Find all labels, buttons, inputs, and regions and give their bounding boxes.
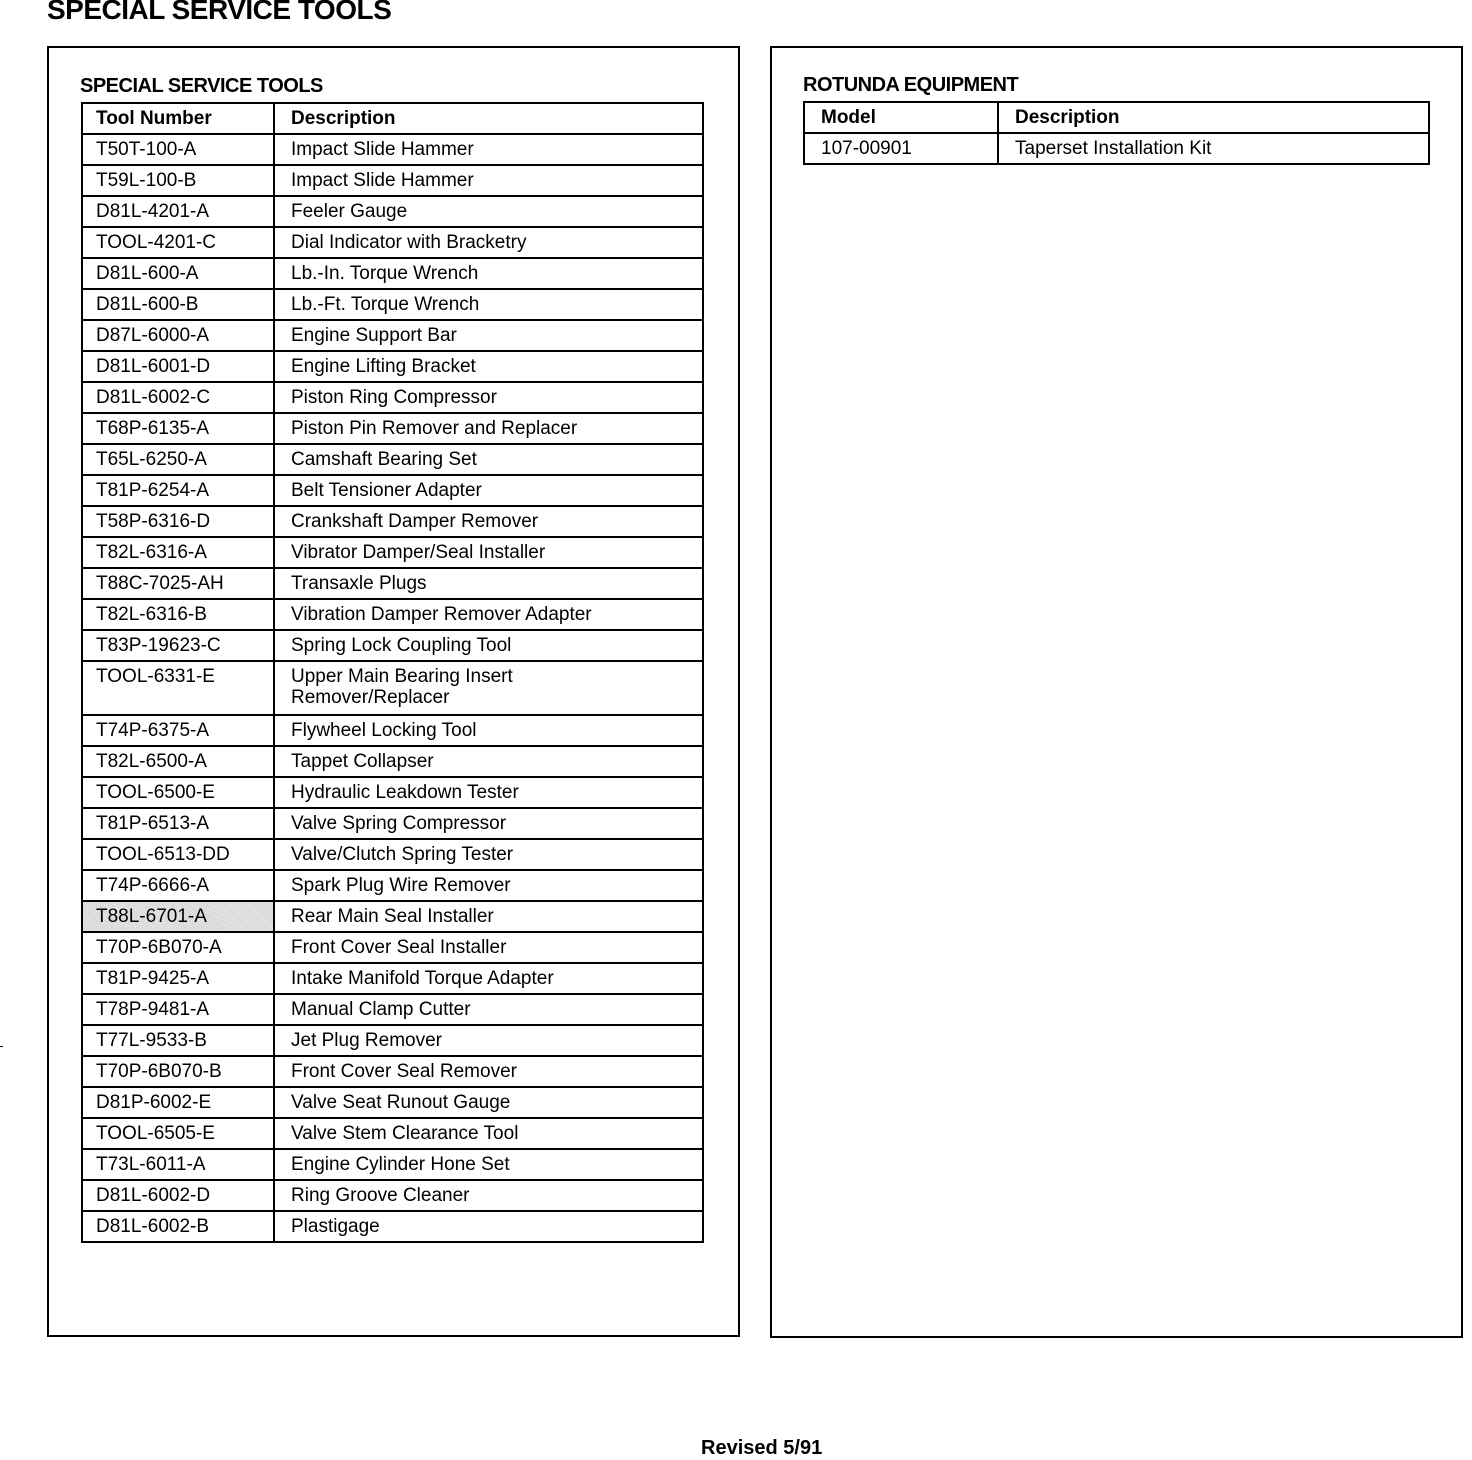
- tool-description: Jet Plug Remover: [291, 1030, 443, 1051]
- tool-number-cell: [82, 932, 274, 963]
- table-row: [82, 1087, 703, 1118]
- tool-number-cell: [82, 1087, 274, 1118]
- column-header-description: Description: [274, 103, 703, 134]
- tool-number-cell: [82, 382, 274, 413]
- tool-description-cell: [274, 599, 703, 630]
- tool-description-cell: [274, 413, 703, 444]
- tool-description-cell: [274, 1087, 703, 1118]
- tool-number-cell: [82, 506, 274, 537]
- tool-description: Ring Groove Cleaner: [291, 1185, 470, 1206]
- model-cell: 107-00901: [804, 133, 998, 164]
- tool-number-cell: [82, 351, 274, 382]
- table-row: [82, 901, 703, 932]
- tool-number-cell: [82, 746, 274, 777]
- tool-number-cell: [82, 808, 274, 839]
- tool-description: Spark Plug Wire Remover: [291, 875, 511, 896]
- special-tools-heading: SPECIAL SERVICE TOOLS: [80, 75, 323, 97]
- tool-description: Vibrator Damper/Seal Installer: [291, 542, 546, 563]
- tool-number-cell: [82, 1211, 274, 1242]
- table-header-row: [82, 103, 703, 134]
- tool-number: T82L-6316-A: [96, 542, 207, 563]
- tool-description-cell: [274, 932, 703, 963]
- tool-description: Hydraulic Leakdown Tester: [291, 782, 519, 803]
- tool-number: TOOL-6505-E: [96, 1123, 215, 1144]
- tool-description: Engine Cylinder Hone Set: [291, 1154, 510, 1175]
- tool-number: D81L-6002-D: [96, 1185, 211, 1206]
- tool-description: Piston Ring Compressor: [291, 387, 497, 408]
- tool-description: Intake Manifold Torque Adapter: [291, 968, 554, 989]
- tool-description-cell: [274, 994, 703, 1025]
- table-row: [82, 165, 703, 196]
- table-row: [82, 568, 703, 599]
- tool-number: D81L-6001-D: [96, 356, 211, 377]
- rotunda-table: [803, 101, 1430, 165]
- tool-number: T73L-6011-A: [96, 1154, 206, 1175]
- tool-description: Front Cover Seal Installer: [291, 937, 507, 958]
- tool-description-line-2: Remover/Replacer: [291, 687, 450, 708]
- tool-number: D81P-6002-E: [96, 1092, 212, 1113]
- tool-description-cell: [274, 963, 703, 994]
- tool-number-cell: [82, 994, 274, 1025]
- table-row: [82, 506, 703, 537]
- tool-number: D81L-600-B: [96, 294, 199, 315]
- tool-number-cell: [82, 165, 274, 196]
- tool-number: T77L-9533-B: [96, 1030, 207, 1051]
- tool-description: Feeler Gauge: [291, 201, 408, 222]
- table-header-row: [804, 102, 1429, 133]
- tool-number: T83P-19623-C: [96, 635, 221, 656]
- tool-description: Tappet Collapser: [291, 751, 434, 772]
- rotunda-panel: [770, 46, 1463, 1338]
- tool-number-cell: [82, 413, 274, 444]
- tool-number: T74P-6375-A: [96, 720, 210, 741]
- tool-number-cell: [82, 227, 274, 258]
- special-tools-body: [82, 134, 703, 1242]
- tool-description-cell: [274, 258, 703, 289]
- tool-description: Belt Tensioner Adapter: [291, 480, 482, 501]
- tool-number: T88L-6701-A: [96, 906, 207, 927]
- tool-number-cell: [82, 320, 274, 351]
- tool-description-cell: [274, 320, 703, 351]
- tool-description: Vibration Damper Remover Adapter: [291, 604, 592, 625]
- tool-description-cell: [274, 537, 703, 568]
- table-row: [82, 196, 703, 227]
- tool-description-cell: [274, 196, 703, 227]
- tool-description: Spring Lock Coupling Tool: [291, 635, 512, 656]
- tool-number: D87L-6000-A: [96, 325, 210, 346]
- tool-number: T81P-6513-A: [96, 813, 210, 834]
- tool-description-cell: [274, 1118, 703, 1149]
- table-row: [82, 1211, 703, 1242]
- tool-description: Valve Spring Compressor: [291, 813, 507, 834]
- tool-number-cell: [82, 661, 274, 715]
- table-row: [82, 994, 703, 1025]
- tool-number: TOOL-6513-DD: [96, 844, 230, 865]
- table-row: [82, 630, 703, 661]
- tool-description: Front Cover Seal Remover: [291, 1061, 517, 1082]
- tool-description-cell: [274, 715, 703, 746]
- tool-description: Lb.-In. Torque Wrench: [291, 263, 479, 284]
- table-row: [82, 227, 703, 258]
- tool-description-cell: [274, 777, 703, 808]
- tool-description: Valve Seat Runout Gauge: [291, 1092, 511, 1113]
- tool-number-cell: [82, 1118, 274, 1149]
- tool-description: Valve/Clutch Spring Tester: [291, 844, 514, 865]
- tool-number: TOOL-6500-E: [96, 782, 215, 803]
- tool-number: T70P-6B070-B: [96, 1061, 222, 1082]
- column-header-tool-number: Tool Number: [82, 103, 274, 134]
- tool-number: T82L-6316-B: [96, 604, 207, 625]
- tool-number-cell: [82, 475, 274, 506]
- tool-number: T81P-9425-A: [96, 968, 210, 989]
- tool-number-cell: [82, 1149, 274, 1180]
- scan-mark: [0, 1046, 3, 1047]
- tool-description-cell: [274, 661, 703, 715]
- tool-description-cell: [274, 289, 703, 320]
- tool-number-cell: [82, 444, 274, 475]
- tool-description-cell: [274, 1025, 703, 1056]
- tool-number: T70P-6B070-A: [96, 937, 222, 958]
- tool-description-cell: [274, 351, 703, 382]
- tool-number-cell: [82, 196, 274, 227]
- table-row: [82, 444, 703, 475]
- tool-number-cell: [82, 568, 274, 599]
- table-row: [82, 932, 703, 963]
- table-row: [82, 746, 703, 777]
- tool-number-cell: [82, 715, 274, 746]
- special-tools-panel: [47, 46, 740, 1337]
- tool-number-cell: [82, 1056, 274, 1087]
- tool-number: T74P-6666-A: [96, 875, 210, 896]
- table-row: [82, 475, 703, 506]
- table-row: [82, 777, 703, 808]
- tool-description-cell: [274, 382, 703, 413]
- tool-number: D81L-6002-B: [96, 1216, 210, 1237]
- tool-description: Rear Main Seal Installer: [291, 906, 494, 927]
- tool-number-cell: [82, 630, 274, 661]
- tool-description-cell: [274, 134, 703, 165]
- tool-number: T58P-6316-D: [96, 511, 211, 532]
- table-row: [82, 1118, 703, 1149]
- tool-description: Valve Stem Clearance Tool: [291, 1123, 519, 1144]
- tool-number-cell: [82, 963, 274, 994]
- tool-number: T50T-100-A: [96, 139, 197, 160]
- table-row: [82, 258, 703, 289]
- tool-description-cell: [274, 1180, 703, 1211]
- column-header-description: Description: [998, 102, 1429, 133]
- tool-description-cell: [274, 901, 703, 932]
- tool-description-cell: [274, 746, 703, 777]
- tool-description-cell: [274, 475, 703, 506]
- special-tools-table: [81, 102, 704, 1243]
- tool-number: T68P-6135-A: [96, 418, 210, 439]
- tool-description: Transaxle Plugs: [291, 573, 427, 594]
- tool-description: Camshaft Bearing Set: [291, 449, 477, 470]
- tool-number: D81L-6002-C: [96, 387, 211, 408]
- tool-description: Lb.-Ft. Torque Wrench: [291, 294, 480, 315]
- table-row: [82, 808, 703, 839]
- tool-description: Crankshaft Damper Remover: [291, 511, 539, 532]
- tool-number: TOOL-4201-C: [96, 232, 217, 253]
- tool-number-cell: [82, 599, 274, 630]
- tool-number: D81L-600-A: [96, 263, 199, 284]
- tool-description-cell: [274, 506, 703, 537]
- tool-description: Flywheel Locking Tool: [291, 720, 477, 741]
- tool-description-cell: [274, 165, 703, 196]
- tool-number: D81L-4201-A: [96, 201, 210, 222]
- tool-description-cell: [274, 1211, 703, 1242]
- table-row: [82, 1056, 703, 1087]
- table-row: [82, 537, 703, 568]
- table-row: [82, 839, 703, 870]
- table-row: [82, 134, 703, 165]
- table-row: [82, 715, 703, 746]
- table-row: [82, 351, 703, 382]
- tool-number: TOOL-6331-E: [96, 666, 215, 687]
- model-description-cell: Taperset Installation Kit: [998, 133, 1429, 164]
- tool-number: T88C-7025-AH: [96, 573, 224, 594]
- table-row: [82, 320, 703, 351]
- tool-description: Manual Clamp Cutter: [291, 999, 471, 1020]
- tool-number-cell: [82, 870, 274, 901]
- tool-number-cell: [82, 258, 274, 289]
- tool-number-cell: [82, 289, 274, 320]
- tool-description-cell: [274, 1149, 703, 1180]
- tool-description: Impact Slide Hammer: [291, 139, 474, 160]
- tool-number-cell: [82, 1025, 274, 1056]
- column-header-model: Model: [804, 102, 998, 133]
- table-row: [82, 661, 703, 715]
- tool-number: T59L-100-B: [96, 170, 197, 191]
- tool-description-cell: [274, 444, 703, 475]
- tool-number: T65L-6250-A: [96, 449, 207, 470]
- tool-number: T81P-6254-A: [96, 480, 210, 501]
- page-title: SPECIAL SERVICE TOOLS: [47, 0, 392, 25]
- tool-description: Impact Slide Hammer: [291, 170, 474, 191]
- table-row: [82, 413, 703, 444]
- tool-number: T78P-9481-A: [96, 999, 210, 1020]
- table-row: [82, 870, 703, 901]
- tool-description: Dial Indicator with Bracketry: [291, 232, 527, 253]
- table-row: [82, 1180, 703, 1211]
- revision-footer: Revised 5/91: [701, 1437, 823, 1459]
- tool-description-cell: [274, 808, 703, 839]
- tool-number-cell: [82, 901, 274, 932]
- tool-number-cell: [82, 537, 274, 568]
- tool-description: Piston Pin Remover and Replacer: [291, 418, 578, 439]
- table-row: [82, 289, 703, 320]
- tool-description: Engine Support Bar: [291, 325, 457, 346]
- tool-description: Upper Main Bearing Insert: [291, 666, 513, 687]
- table-row: [82, 382, 703, 413]
- tool-description: Plastigage: [291, 1216, 380, 1237]
- tool-description-cell: [274, 630, 703, 661]
- tool-description-cell: [274, 227, 703, 258]
- tool-number-cell: [82, 134, 274, 165]
- rotunda-heading: ROTUNDA EQUIPMENT: [803, 74, 1019, 96]
- table-row: [82, 1149, 703, 1180]
- tool-number: T82L-6500-A: [96, 751, 207, 772]
- tool-description-cell: [274, 568, 703, 599]
- tool-description: Engine Lifting Bracket: [291, 356, 476, 377]
- table-row: [82, 963, 703, 994]
- tool-description-cell: [274, 870, 703, 901]
- tool-number-cell: [82, 839, 274, 870]
- rotunda-body: [804, 133, 1429, 164]
- table-row: [82, 599, 703, 630]
- tool-number-cell: [82, 777, 274, 808]
- tool-number-cell: [82, 1180, 274, 1211]
- table-row: [82, 1025, 703, 1056]
- table-row: [804, 133, 1429, 164]
- tool-description-cell: [274, 1056, 703, 1087]
- tool-description-cell: [274, 839, 703, 870]
